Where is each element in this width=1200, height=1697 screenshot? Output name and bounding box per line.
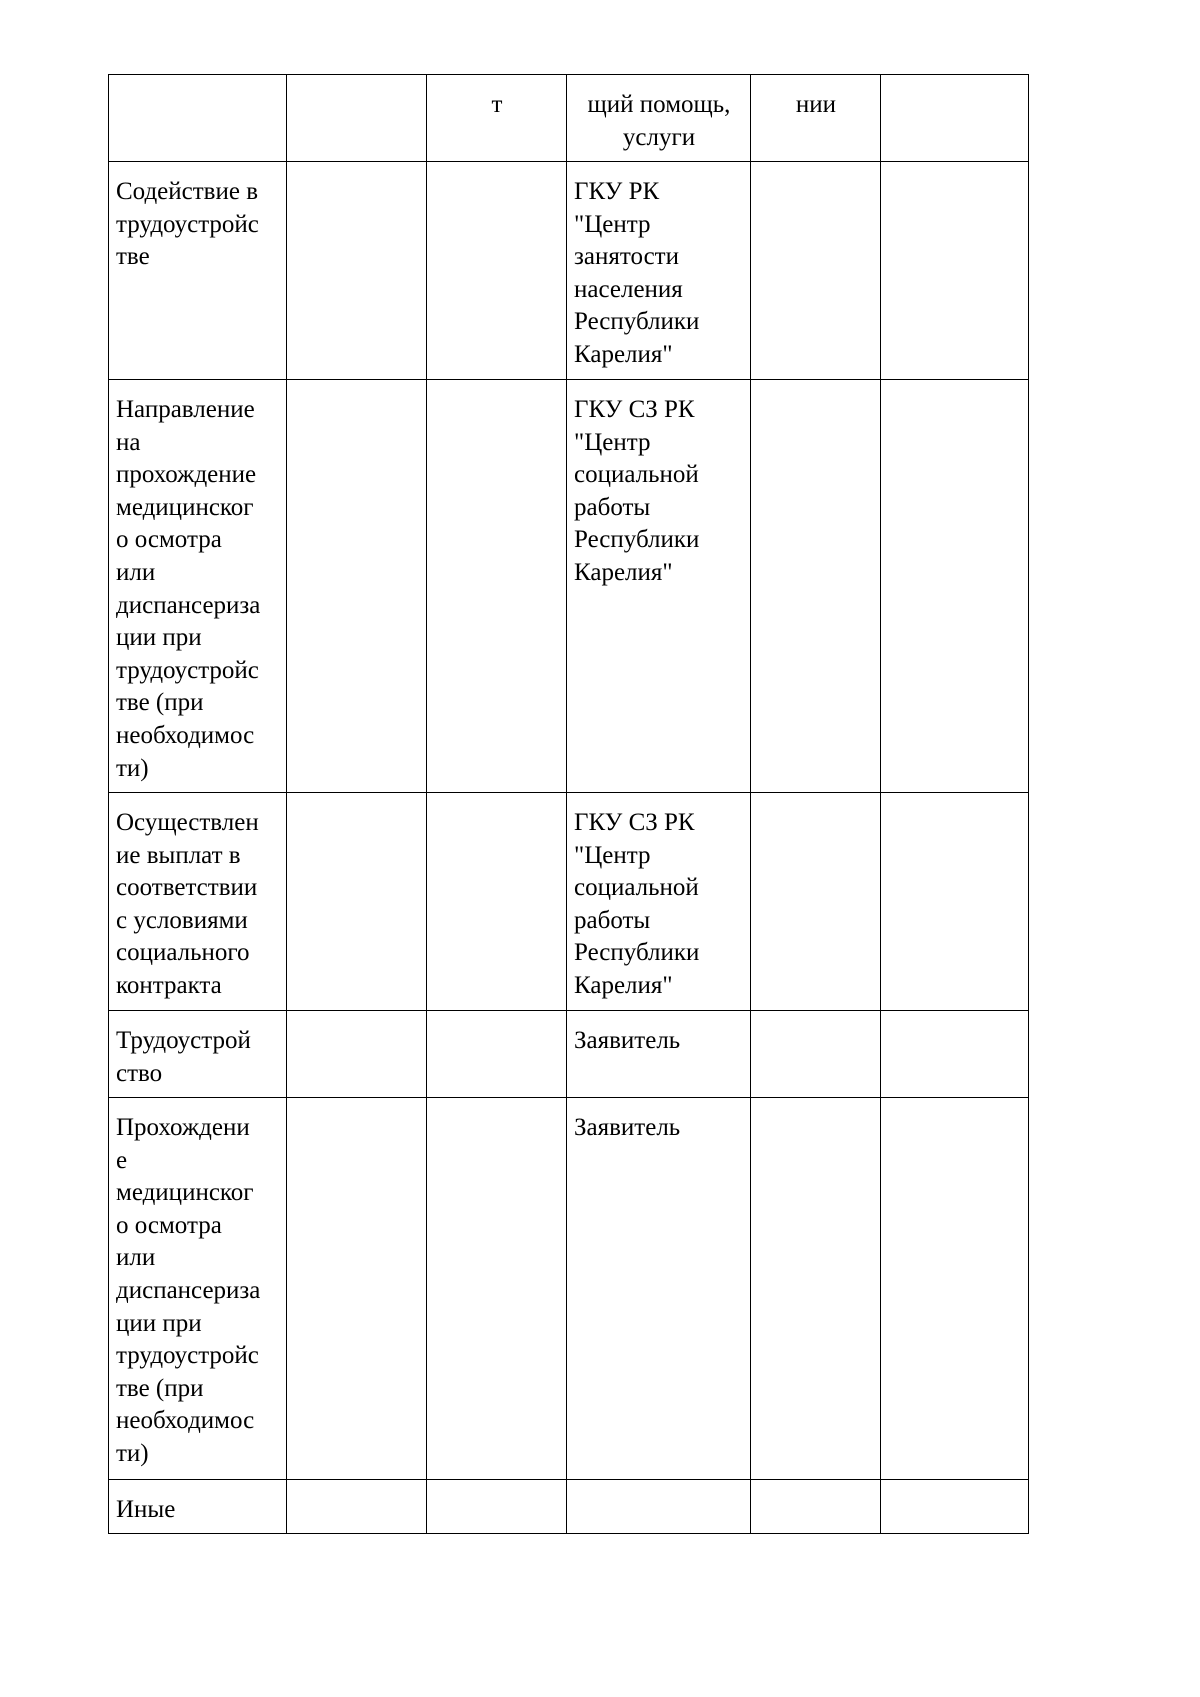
service-cell: Иные [109, 1480, 287, 1534]
table-row [109, 380, 1029, 793]
empty-cell [427, 1098, 567, 1480]
empty-cell [287, 793, 427, 1011]
empty-cell [751, 1480, 881, 1534]
table-row [109, 1480, 1029, 1534]
service-cell: Осуществлен ие выплат в соответствии с условиями социального контракта [109, 793, 287, 1011]
empty-cell [751, 1011, 881, 1098]
empty-cell [881, 1011, 1029, 1098]
service-cell: Трудоустрой ство [109, 1011, 287, 1098]
empty-cell [751, 380, 881, 793]
provider-cell: ГКУ СЗ РК "Центр социальной работы Республики Карелия" [567, 793, 751, 1011]
provider-cell [567, 1480, 751, 1534]
empty-cell [287, 1098, 427, 1480]
empty-cell [427, 1011, 567, 1098]
empty-cell [287, 162, 427, 380]
table-row [109, 162, 1029, 380]
header-cell [287, 75, 427, 162]
empty-cell [881, 380, 1029, 793]
header-cell-provider: щий помощь, услуги [567, 75, 751, 162]
header-cell [109, 75, 287, 162]
empty-cell [881, 793, 1029, 1011]
header-cell: т [427, 75, 567, 162]
provider-cell: Заявитель [567, 1098, 751, 1480]
provider-cell: ГКУ СЗ РК "Центр социальной работы Республики Карелия" [567, 380, 751, 793]
table-header-row [109, 75, 1029, 162]
header-cell [881, 75, 1029, 162]
empty-cell [427, 380, 567, 793]
table-row [109, 793, 1029, 1011]
table-row [109, 1098, 1029, 1480]
empty-cell [427, 1480, 567, 1534]
empty-cell [881, 1480, 1029, 1534]
empty-cell [427, 793, 567, 1011]
empty-cell [287, 1011, 427, 1098]
provider-cell: Заявитель [567, 1011, 751, 1098]
empty-cell [751, 162, 881, 380]
service-cell: Прохождени е медицинског о осмотра или диспансериза ции при трудоустройс тве (при необходимос ти) [109, 1098, 287, 1480]
service-cell: Направление на прохождение медицинског о осмотра или диспансериза ции при трудоустройс тве (при необходимос ти) [109, 380, 287, 793]
empty-cell [287, 380, 427, 793]
empty-cell [881, 162, 1029, 380]
header-cell: нии [751, 75, 881, 162]
service-cell: Содействие в трудоустройс тве [109, 162, 287, 380]
empty-cell [287, 1480, 427, 1534]
empty-cell [751, 793, 881, 1011]
services-table [108, 74, 1029, 1534]
table-row [109, 1011, 1029, 1098]
empty-cell [881, 1098, 1029, 1480]
provider-cell: ГКУ РК "Центр занятости населения Республики Карелия" [567, 162, 751, 380]
empty-cell [751, 1098, 881, 1480]
empty-cell [427, 162, 567, 380]
